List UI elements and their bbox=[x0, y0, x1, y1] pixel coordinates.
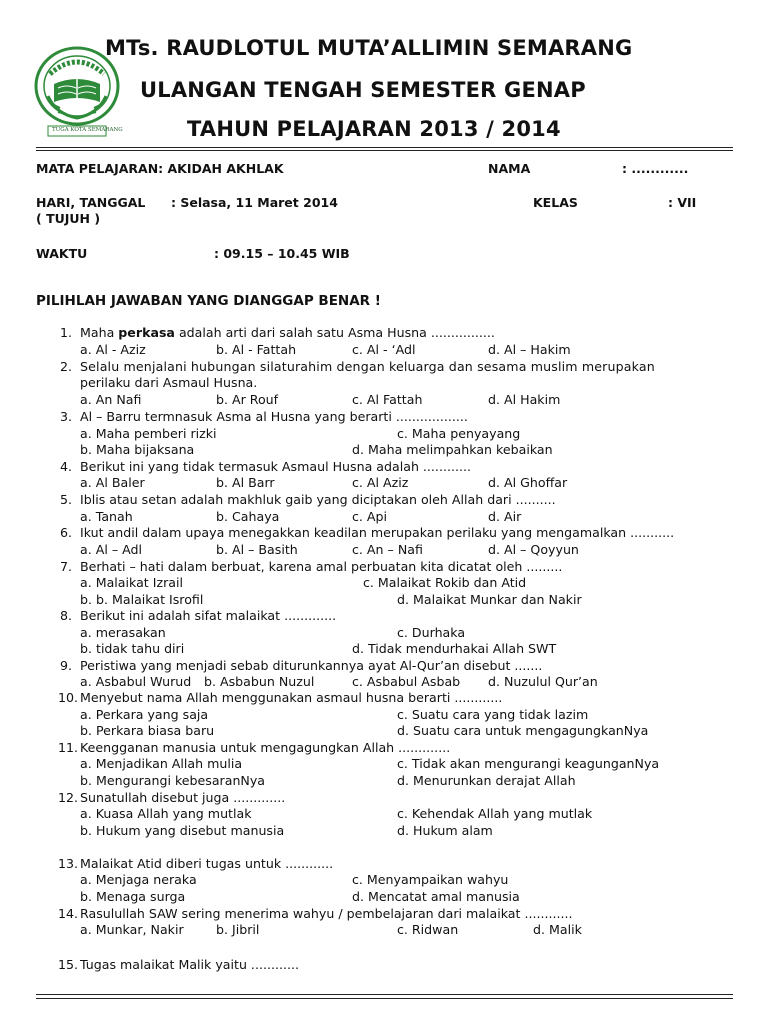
option-c: c. Api bbox=[352, 509, 388, 524]
option-a: a. Al Baler bbox=[80, 475, 145, 490]
option-c: c. Asbabul Asbab bbox=[352, 674, 461, 689]
option-b: b. Hukum yang disebut manusia bbox=[80, 823, 285, 838]
exam-title: ULANGAN TENGAH SEMESTER GENAP bbox=[140, 78, 586, 102]
option-a: a. Tanah bbox=[80, 509, 133, 524]
question-text: Ikut andil dalam upaya menegakkan keadilan merupakan perilaku yang mengamalkan ........... bbox=[80, 525, 675, 540]
question-number: 8. bbox=[60, 608, 73, 623]
option-c: c. Al Fattah bbox=[352, 392, 423, 407]
option-a: a. Al – Adl bbox=[80, 542, 143, 557]
option-a: a. Perkara yang saja bbox=[80, 707, 209, 722]
time-label: WAKTU bbox=[36, 246, 88, 261]
option-a: a. An Nafi bbox=[80, 392, 142, 407]
option-c: c. An – Nafi bbox=[352, 542, 423, 557]
logo-caption: TUGA KOTA SEMARANG bbox=[52, 127, 123, 133]
option-c: c. Ridwan bbox=[397, 922, 459, 937]
option-c: c. Kehendak Allah yang mutlak bbox=[397, 806, 593, 821]
question-number: 2. bbox=[60, 359, 73, 374]
question-number: 6. bbox=[60, 525, 73, 540]
option-a: a. Al - Aziz bbox=[80, 342, 146, 357]
option-d: d. Al – Qoyyun bbox=[488, 542, 579, 557]
question-number: 12. bbox=[58, 790, 79, 805]
subject-label: MATA PELAJARAN: AKIDAH AKHLAK bbox=[36, 161, 284, 176]
option-a: a. merasakan bbox=[80, 625, 166, 640]
footer-divider-thin bbox=[36, 998, 733, 999]
question-number: 14. bbox=[58, 906, 79, 921]
option-b: b. Jibril bbox=[216, 922, 260, 937]
option-b: b. Menaga surga bbox=[80, 889, 186, 904]
option-c: c. Suatu cara yang tidak lazim bbox=[397, 707, 589, 722]
question-text: Iblis atau setan adalah makhluk gaib yang diciptakan oleh Allah dari .......... bbox=[80, 492, 556, 507]
question-text: Tugas malaikat Malik yaitu ............ bbox=[80, 957, 299, 972]
header-divider-thin bbox=[36, 150, 733, 151]
question-text bbox=[80, 325, 495, 340]
day-value: : Selasa, 11 Maret 2014 bbox=[171, 195, 338, 210]
time-value: : 09.15 – 10.45 WIB bbox=[214, 246, 350, 261]
option-d: d. Al Hakim bbox=[488, 392, 561, 407]
option-b: b. Ar Rouf bbox=[216, 392, 279, 407]
option-b: b. Al – Basith bbox=[216, 542, 298, 557]
school-name: MTs. RAUDLOTUL MUTA’ALLIMIN SEMARANG bbox=[105, 36, 633, 60]
option-b: b. Asbabun Nuzul bbox=[204, 674, 315, 689]
option-b: b. Mengurangi kebesaranNya bbox=[80, 773, 266, 788]
option-a: a. Malaikat Izrail bbox=[80, 575, 183, 590]
question-text: Sunatullah disebut juga ............. bbox=[80, 790, 286, 805]
question-number: 9. bbox=[60, 658, 73, 673]
question-text: Selalu menjalani hubungan silaturahim dengan keluarga dan sesama muslim merupakan bbox=[80, 359, 655, 374]
question-keyword: perkasa bbox=[118, 325, 175, 340]
option-c: c. Malaikat Rokib dan Atid bbox=[363, 575, 527, 590]
academic-year: TAHUN PELAJARAN 2013 / 2014 bbox=[187, 117, 561, 141]
option-d: d. Malik bbox=[533, 922, 582, 937]
option-c: c. Al - ‘Adl bbox=[352, 342, 416, 357]
question-number: 11. bbox=[58, 740, 79, 755]
question-number: 5. bbox=[60, 492, 73, 507]
question-text: Al – Barru termnasuk Asma al Husna yang berarti .................. bbox=[80, 409, 468, 424]
question-text: Peristiwa yang menjadi sebab diturunkannya ayat Al-Qur’an disebut ....... bbox=[80, 658, 543, 673]
option-d: d. Tidak mendurhakai Allah SWT bbox=[352, 641, 557, 656]
class-continuation: ( TUJUH ) bbox=[36, 211, 101, 226]
question-number: 4. bbox=[60, 459, 73, 474]
option-b: b. Cahaya bbox=[216, 509, 280, 524]
header-divider bbox=[36, 147, 733, 148]
option-d: d. Maha melimpahkan kebaikan bbox=[352, 442, 553, 457]
question-number: 3. bbox=[60, 409, 73, 424]
question-text-part: Maha bbox=[80, 325, 119, 340]
name-value: : ............ bbox=[622, 161, 689, 176]
question-number: 15. bbox=[58, 957, 79, 972]
day-label: HARI, TANGGAL bbox=[36, 195, 146, 210]
option-d: d. Menurunkan derajat Allah bbox=[397, 773, 576, 788]
class-value: : VII bbox=[668, 195, 697, 210]
question-text-part: adalah arti dari salah satu Asma Husna ................ bbox=[174, 325, 495, 340]
option-a: a. Menjaga neraka bbox=[80, 872, 197, 887]
option-b: b. Maha bijaksana bbox=[80, 442, 195, 457]
name-label: NAMA bbox=[488, 161, 531, 176]
option-b: b. tidak tahu diri bbox=[80, 641, 185, 656]
question-text: Berikut ini adalah sifat malaikat ............. bbox=[80, 608, 337, 623]
footer-divider bbox=[36, 994, 733, 995]
option-c: c. Durhaka bbox=[397, 625, 466, 640]
option-b: b. Perkara biasa baru bbox=[80, 723, 215, 738]
class-label: KELAS bbox=[533, 195, 578, 210]
question-text-cont: perilaku dari Asmaul Husna. bbox=[80, 375, 258, 390]
option-c: c. Maha penyayang bbox=[397, 426, 521, 441]
question-number: 7. bbox=[60, 559, 73, 574]
question-number: 10. bbox=[58, 690, 79, 705]
option-c: c. Tidak akan mengurangi keagunganNya bbox=[397, 756, 660, 771]
option-b: b. Al Barr bbox=[216, 475, 275, 490]
option-d: d. Air bbox=[488, 509, 522, 524]
question-text: Malaikat Atid diberi tugas untuk ............ bbox=[80, 856, 334, 871]
option-b: b. Al - Fattah bbox=[216, 342, 297, 357]
option-c: c. Al Aziz bbox=[352, 475, 409, 490]
option-a: a. Menjadikan Allah mulia bbox=[80, 756, 243, 771]
option-d: d. Al Ghoffar bbox=[488, 475, 568, 490]
question-number: 13. bbox=[58, 856, 79, 871]
instruction: PILIHLAH JAWABAN YANG DIANGGAP BENAR ! bbox=[36, 293, 381, 309]
option-b: b. b. Malaikat Isrofil bbox=[80, 592, 204, 607]
option-c: c. Menyampaikan wahyu bbox=[352, 872, 509, 887]
option-d: d. Nuzulul Qur’an bbox=[488, 674, 598, 689]
question-text: Keengganan manusia untuk mengagungkan Allah ............. bbox=[80, 740, 451, 755]
question-text: Berhati – hati dalam berbuat, karena amal perbuatan kita dicatat oleh ......... bbox=[80, 559, 563, 574]
option-d: d. Malaikat Munkar dan Nakir bbox=[397, 592, 582, 607]
option-d: d. Suatu cara untuk mengagungkanNya bbox=[397, 723, 649, 738]
option-a: a. Kuasa Allah yang mutlak bbox=[80, 806, 252, 821]
option-a: a. Maha pemberi rizki bbox=[80, 426, 217, 441]
option-d: d. Mencatat amal manusia bbox=[352, 889, 520, 904]
question-text: Menyebut nama Allah menggunakan asmaul husna berarti ............ bbox=[80, 690, 503, 705]
question-text: Berikut ini yang tidak termasuk Asmaul Husna adalah ............ bbox=[80, 459, 471, 474]
option-d: d. Al – Hakim bbox=[488, 342, 571, 357]
option-d: d. Hukum alam bbox=[397, 823, 493, 838]
option-a: a. Asbabul Wurud bbox=[80, 674, 192, 689]
option-a: a. Munkar, Nakir bbox=[80, 922, 184, 937]
question-number: 1. bbox=[60, 325, 73, 340]
question-text: Rasulullah SAW sering menerima wahyu / pembelajaran dari malaikat ............ bbox=[80, 906, 573, 921]
